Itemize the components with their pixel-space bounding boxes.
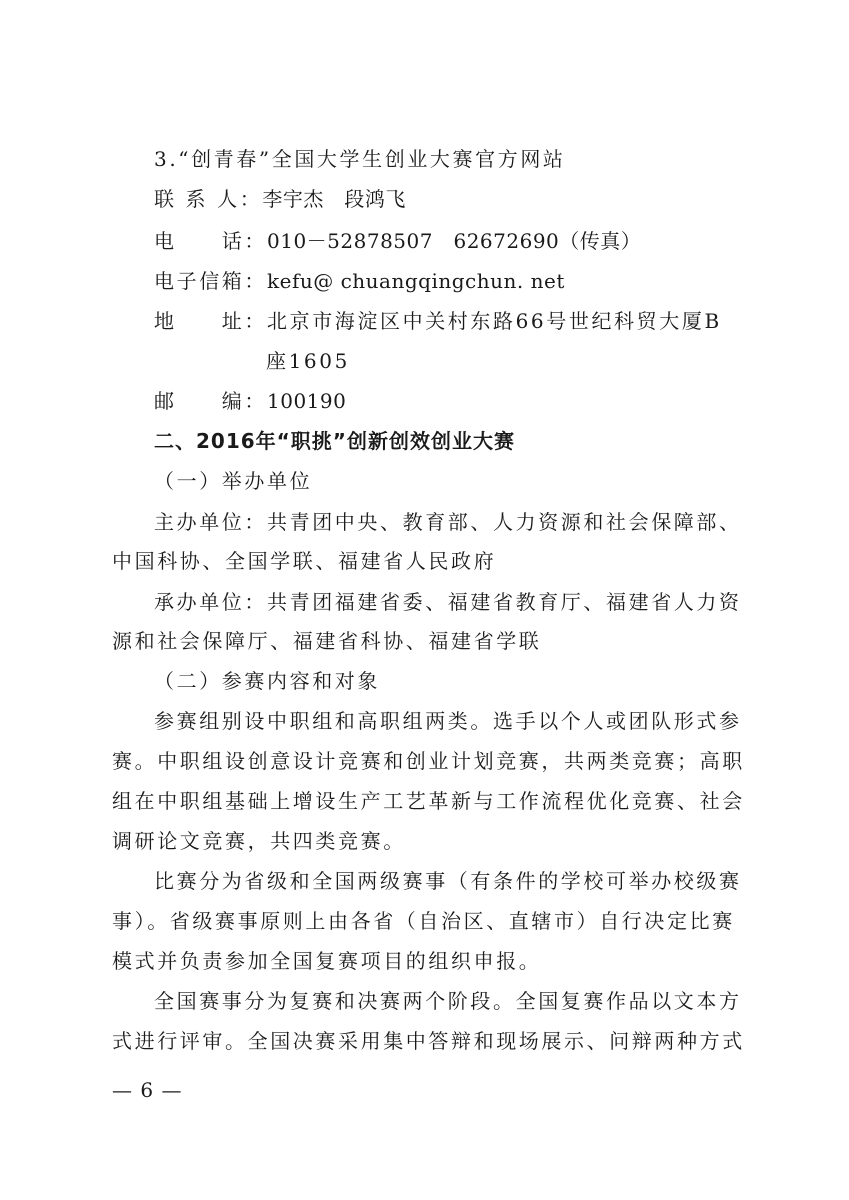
paragraph-1-line-4: 调研论文竞赛，共四类竞赛。: [112, 829, 406, 853]
page-number: — 6 —: [112, 1078, 183, 1102]
contact-address-label: 地 址：: [154, 309, 267, 333]
contact-person-row: [154, 186, 794, 212]
contact-person-value: 李宇杰 段鸿飞: [262, 187, 406, 211]
paragraph-2-line-2: 事）。省级赛事原则上由各省（自治区、直辖市）自行决定比赛: [112, 909, 735, 933]
subsection-1-heading: （一）举办单位: [154, 469, 313, 493]
contact-phone-label: 电 话：: [154, 229, 267, 253]
contact-email-label: 电子信箱：: [154, 269, 267, 293]
host-units-line-2: 中国科协、全国学联、福建省人民政府: [112, 549, 497, 573]
host-units-line-1: 主办单位：共青团中央、教育部、人力资源和社会保障部、: [154, 510, 742, 534]
organizer-units-line-2: 源和社会保障厅、福建省科协、福建省学联: [112, 629, 542, 653]
contact-address-value-1: 北京市海淀区中关村东路66号世纪科贸大厦B: [267, 309, 722, 333]
organizer-units-line-1: 承办单位：共青团福建省委、福建省教育厅、福建省人力资: [154, 590, 742, 614]
contact-heading: 3.“创青春”全国大学生创业大赛官方网站: [154, 147, 566, 171]
paragraph-2-line-3: 模式并负责参加全国复赛项目的组织申报。: [112, 949, 542, 973]
contact-phone-value: 010－52878507 62672690（传真）: [267, 229, 642, 253]
paragraph-1-line-2: 赛。中职组设创意设计竞赛和创业计划竞赛，共两类竞赛；高职: [112, 749, 745, 773]
paragraph-2-line-1: 比赛分为省级和全国两级赛事（有条件的学校可举办校级赛: [154, 869, 742, 893]
contact-email-value: kefu@ chuangqingchun. net: [267, 269, 565, 293]
contact-email-row: [154, 268, 794, 294]
contact-address-value-2: 座1605: [266, 349, 350, 373]
subsection-2-heading: （二）参赛内容和对象: [154, 669, 380, 693]
paragraph-1-line-3: 组在中职组基础上增设生产工艺革新与工作流程优化竞赛、社会: [112, 789, 745, 813]
paragraph-3-line-1: 全国赛事分为复赛和决赛两个阶段。全国复赛作品以文本方: [154, 989, 742, 1013]
contact-person-label: 联 系 人：: [154, 187, 263, 211]
section-title: 二、2016年“职挑”创新创效创业大赛: [154, 429, 515, 453]
contact-phone-row: [154, 228, 794, 254]
contact-address-row: [154, 308, 794, 334]
paragraph-3-line-2: 式进行评审。全国决赛采用集中答辩和现场展示、问辩两种方式: [112, 1029, 745, 1053]
contact-postcode-value: 100190: [267, 389, 347, 413]
contact-postcode-label: 邮 编：: [154, 389, 267, 413]
paragraph-1-line-1: 参赛组别设中职组和高职组两类。选手以个人或团队形式参: [154, 709, 742, 733]
contact-postcode-row: [154, 388, 794, 414]
